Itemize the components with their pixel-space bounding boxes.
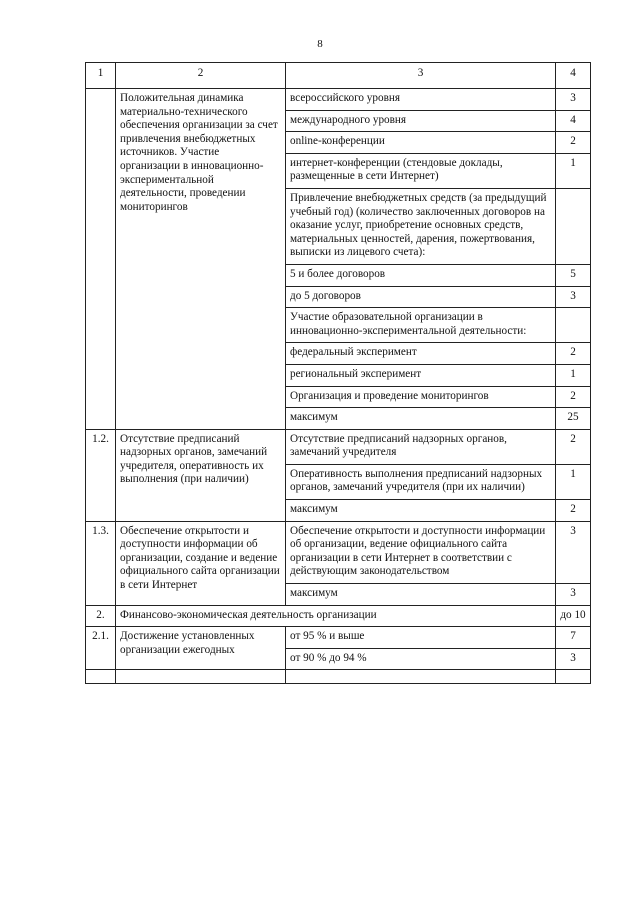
header-col-3: 3 — [286, 63, 556, 89]
criterion-cell: Обеспечение открытости и доступности информации об организации, создание и ведение официального сайта организации в сети Интернет — [116, 521, 286, 605]
score-cell: 25 — [556, 408, 591, 430]
score-cell: 3 — [556, 648, 591, 670]
indicator-cell: Участие образовательной организации в инновационно-экспериментальной деятельности: — [286, 308, 556, 343]
criteria-table — [85, 62, 591, 684]
score-cell: 1 — [556, 464, 591, 499]
indicator-cell: Отсутствие предписаний надзорных органов, замечаний учредителя — [286, 429, 556, 464]
section-number-cell: 1.2. — [86, 429, 116, 521]
table-row — [86, 521, 591, 583]
criterion-cell: Положительная динамика материально-технического обеспечения организации за счет привлечения внебюджетных источников. Участие организации в инновационно-экспериментальной деятельности, проведении мониторингов — [116, 89, 286, 430]
section-number-cell: 2. — [86, 605, 116, 627]
indicator-cell: online-конференции — [286, 132, 556, 154]
score-cell: 5 — [556, 264, 591, 286]
score-cell: 2 — [556, 429, 591, 464]
score-cell: 2 — [556, 132, 591, 154]
indicator-cell: всероссийского уровня — [286, 89, 556, 111]
score-cell: 2 — [556, 386, 591, 408]
score-cell: 7 — [556, 627, 591, 649]
score-cell: 2 — [556, 343, 591, 365]
score-cell: 3 — [556, 89, 591, 111]
indicator-cell: 5 и более договоров — [286, 264, 556, 286]
indicator-cell: интернет-конференции (стендовые доклады, размещенные в сети Интернет) — [286, 153, 556, 188]
continuation-cell — [286, 670, 556, 684]
continuation-cell — [556, 670, 591, 684]
score-cell: 4 — [556, 110, 591, 132]
score-cell: до 10 — [556, 605, 591, 627]
indicator-cell: максимум — [286, 500, 556, 522]
page-number: 8 — [317, 38, 323, 50]
criterion-cell: Достижение установленных организации ежегодных — [116, 627, 286, 670]
score-cell: 3 — [556, 584, 591, 606]
indicator-cell: от 95 % и выше — [286, 627, 556, 649]
indicator-cell: максимум — [286, 584, 556, 606]
indicator-cell: международного уровня — [286, 110, 556, 132]
section-number-cell: 1.3. — [86, 521, 116, 605]
score-cell: 3 — [556, 286, 591, 308]
indicator-cell: от 90 % до 94 % — [286, 648, 556, 670]
indicator-cell: Обеспечение открытости и доступности информации об организации, ведение официального сайта организации в сети Интернет в соответствии с действующим законодательством — [286, 521, 556, 583]
table-row — [86, 627, 591, 649]
score-cell: 1 — [556, 364, 591, 386]
indicator-cell: до 5 договоров — [286, 286, 556, 308]
header-col-4: 4 — [556, 63, 591, 89]
table-row — [86, 605, 591, 627]
score-cell: 1 — [556, 153, 591, 188]
indicator-cell: максимум — [286, 408, 556, 430]
indicator-cell: федеральный эксперимент — [286, 343, 556, 365]
table-continuation-row — [86, 670, 591, 684]
continuation-cell — [86, 670, 116, 684]
table-row — [86, 89, 591, 111]
header-row — [86, 63, 591, 89]
score-cell — [556, 188, 591, 264]
section-number-cell — [86, 89, 116, 430]
header-col-1: 1 — [86, 63, 116, 89]
score-cell: 2 — [556, 500, 591, 522]
indicator-cell: Привлечение внебюджетных средств (за предыдущий учебный год) (количество заключенных договоров на оказание услуг, приобретение основных средств, материальных ценностей, дарения, пожертвования, выписки из лицевого счета): — [286, 188, 556, 264]
section-title-cell: Финансово-экономическая деятельность организации — [116, 605, 556, 627]
criterion-cell: Отсутствие предписаний надзорных органов, замечаний учредителя, оперативность их выполнения (при наличии) — [116, 429, 286, 521]
score-cell — [556, 308, 591, 343]
indicator-cell: региональный эксперимент — [286, 364, 556, 386]
indicator-cell: Организация и проведение мониторингов — [286, 386, 556, 408]
header-col-2: 2 — [116, 63, 286, 89]
continuation-cell — [116, 670, 286, 684]
table-row — [86, 429, 591, 464]
score-cell: 3 — [556, 521, 591, 583]
section-number-cell: 2.1. — [86, 627, 116, 670]
indicator-cell: Оперативность выполнения предписаний надзорных органов, замечаний учредителя (при их наличии) — [286, 464, 556, 499]
